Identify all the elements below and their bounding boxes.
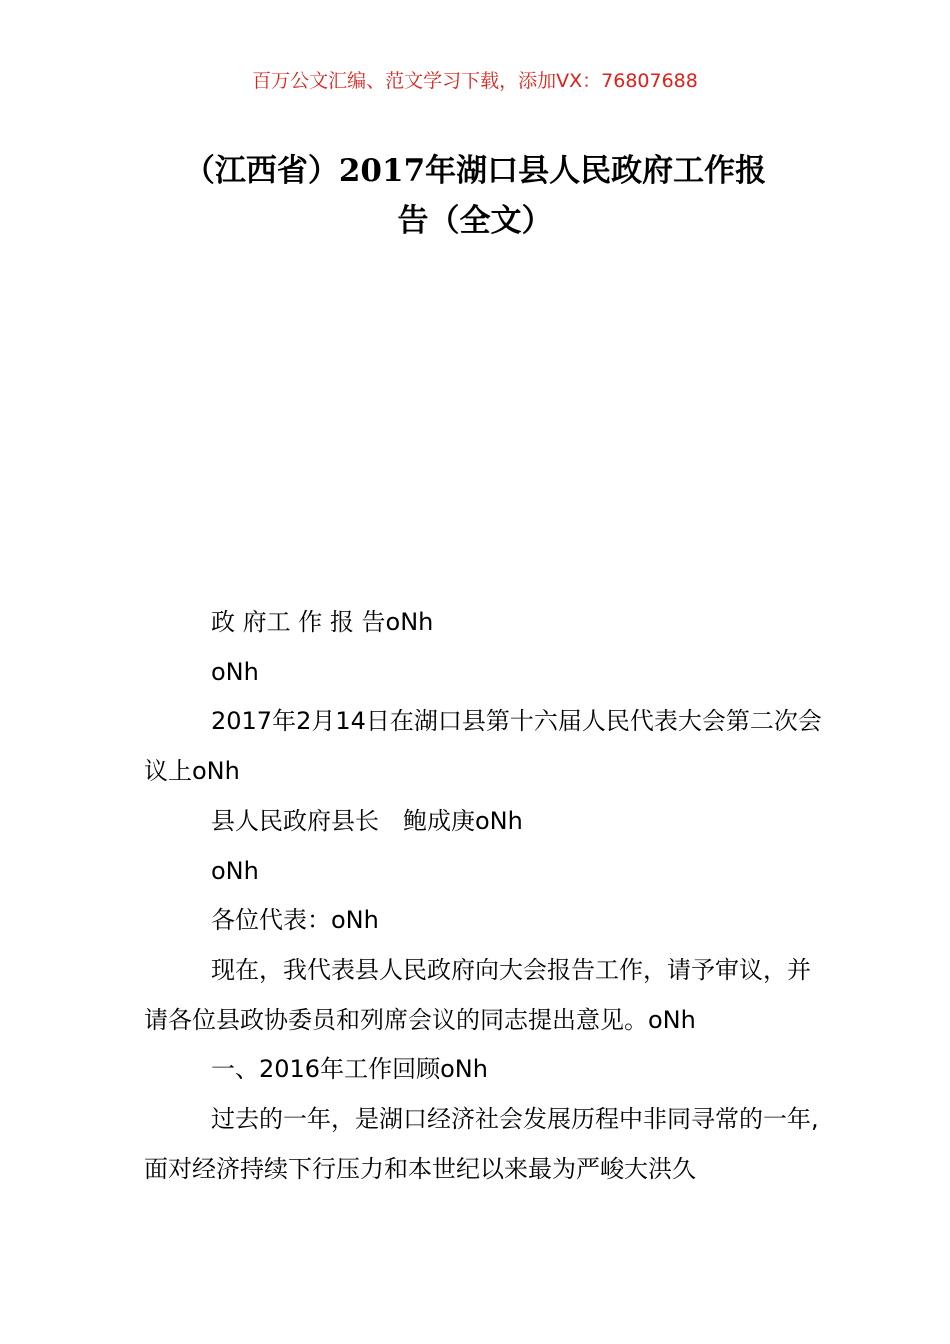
- speaker-name: 鲍成庚oNh: [403, 806, 523, 835]
- paragraph-report-label: 政 府工 作 报 告oNh: [211, 608, 434, 636]
- document-body: [144, 598, 834, 1194]
- document-title: [140, 146, 810, 246]
- paragraph-speaker: [144, 797, 834, 847]
- speaker-title: 县人民政府县长: [211, 806, 379, 835]
- paragraph-blank-2: oNh: [211, 856, 259, 885]
- paragraph-intro: 现在，我代表县人民政府向大会报告工作，请予审议，并请各位县政协委员和列席会议的同志提出意见。oNh: [144, 955, 811, 1034]
- header-watermark-note: 百万公文汇编、范文学习下载，添加VX：76807688: [252, 70, 698, 92]
- paragraph-salutation: 各位代表：oNh: [211, 906, 379, 935]
- title-line-1: （江西省）2017年湖口县人民政府工作报: [183, 153, 767, 189]
- title-line-2: 告（全文）: [397, 203, 553, 239]
- paragraph-meeting-date: 2017年2月14日在湖口县第十六届人民代表大会第二次会议上oNh: [144, 707, 822, 786]
- section-heading-review: 一、2016年工作回顾oNh: [211, 1055, 488, 1084]
- paragraph-review-start: 过去的一年，是湖口经济社会发展历程中非同寻常的一年,面对经济持续下行压力和本世纪以来最为严峻大洪久: [144, 1105, 819, 1183]
- paragraph-blank-1: oNh: [211, 657, 259, 686]
